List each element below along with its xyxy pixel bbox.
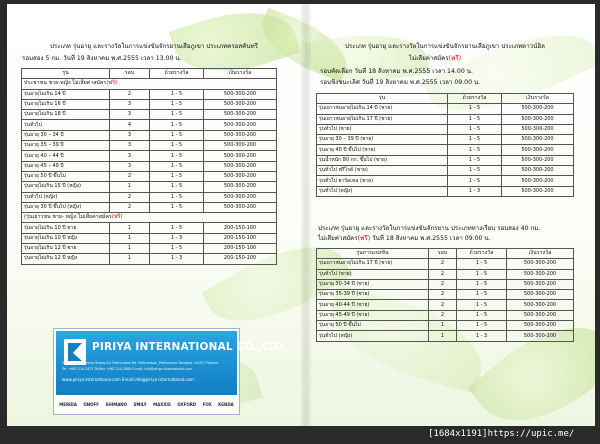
table-row <box>317 279 574 289</box>
table-row <box>22 120 277 130</box>
table-row <box>317 166 574 176</box>
brand-logo: KENDA <box>218 402 234 407</box>
table-cell: 1 - 5 <box>150 182 204 192</box>
sponsor-name: PIRIYA INTERNATIONAL CO.,LTD. <box>92 341 288 353</box>
table-cell: รุ่นอายุ 30 – 34 ปี <box>22 130 110 140</box>
table-cell: 200-150-100 <box>204 233 277 243</box>
table-cell: 500-300-200 <box>507 259 574 269</box>
free-flag: (ฟรี) <box>448 55 462 62</box>
table-cell: 1 - 5 <box>150 244 204 254</box>
table-cell: รุ่นอายุไม่เกิน 12 ปี หญิง <box>22 254 110 264</box>
table-row <box>22 244 277 254</box>
free-text: ไม่เสียค่าสมัคร <box>318 235 358 242</box>
table-cell: 1 - 5 <box>448 145 502 155</box>
image-caption: [1684x1191]https://upic.me/ <box>428 429 575 439</box>
table-cell: รุ่นอายุไม่เกิน 12 ปี ชาย <box>22 244 110 254</box>
table-cell: 1 - 5 <box>150 192 204 202</box>
table-cell: 1 - 5 <box>457 279 507 289</box>
table-cell: 500-300-200 <box>502 166 574 176</box>
table-row <box>22 99 277 109</box>
table-cell: 1 - 5 <box>448 176 502 186</box>
table-cell: 200-150-100 <box>204 254 277 264</box>
table-row <box>317 176 574 186</box>
table-cell: รุ่นอายุ 45 – 49 ปี <box>22 161 110 171</box>
table-cell: รุ่นอายุ 30-34 ปี (ชาย) <box>317 279 429 289</box>
table-cell: 1 - 5 <box>457 310 507 320</box>
table-row <box>22 110 277 120</box>
table-cell: รุ่นอายุ 30 – 39 ปี (ชาย) <box>317 135 448 145</box>
table-cell: 2 <box>429 310 457 320</box>
dh-table <box>316 93 574 197</box>
table-cell: 500-300-200 <box>507 310 574 320</box>
table-cell: รุ่นอายุ 30 ปี ขึ้นไป (หญิง) <box>22 202 110 212</box>
table-cell: รุ่นทั่วไป ฮาร์ดเทล (ชาย) <box>317 176 448 186</box>
table-row <box>22 161 277 171</box>
table-cell: 1 <box>110 233 150 243</box>
table-cell: 2 <box>110 171 150 181</box>
table-cell: 500-300-200 <box>502 176 574 186</box>
table-cell: 500-300-200 <box>502 135 574 145</box>
sponsor-address: 58 - 61/63 Soi Rong Muang 4/2 Pathumwan Rd. Pathumwan, Pathumwan Bangkok 10330 Thailand <box>62 361 219 365</box>
table-row <box>22 182 277 192</box>
page-fold <box>301 4 311 426</box>
table-cell: 500-300-200 <box>204 192 277 202</box>
table-row <box>317 114 574 124</box>
free-flag: (ฟรี) <box>357 235 371 242</box>
brand-logo: MERIDA <box>59 402 77 407</box>
table-cell: 1 - 5 <box>448 114 502 124</box>
free-flag: (ฟรี) <box>106 80 118 87</box>
table-cell: 1 - 5 <box>150 130 204 140</box>
table-cell: รุ่นน้ำหนัก 80 กก. ขึ้นไป (ชาย) <box>317 155 448 165</box>
table-cell: รุ่นอายุไม่เกิน 10 ปี ชาย <box>22 223 110 233</box>
table-cell: รุ่นทั่วไป (หญิง) <box>22 192 110 202</box>
table-cell: รุ่นอายุ 50 ปี ขึ้นไป <box>22 171 110 181</box>
table-cell: รุ่นอายุไม่เกิน 18 ปี <box>22 110 110 120</box>
table-cell: 3 <box>110 130 150 140</box>
section-label <box>22 213 277 223</box>
table-cell: 1 <box>110 254 150 264</box>
col-header: รุ่น <box>317 94 448 104</box>
table-cell: รุ่นอายุ 40 ปี ขึ้นไป (ชาย) <box>317 145 448 155</box>
table-cell: 1 - 5 <box>150 99 204 109</box>
col-header: รุ่น <box>22 69 110 79</box>
table-cell: 500-300-200 <box>204 120 277 130</box>
table-row <box>317 310 574 320</box>
sponsor-web: www.piriya-international.com Email:info@piriya-international.com <box>62 377 194 382</box>
table-cell: รุ่นอายุไม่เกิน 15 ปี (หญิง) <box>22 182 110 192</box>
table-row <box>317 135 574 145</box>
brand-logo: SHIMANO <box>105 402 128 407</box>
free-text: ไม่เสียค่าสมัคร <box>409 55 449 62</box>
col-header: ถ้วยรางวัล <box>457 249 507 259</box>
table-cell: รุ่นเยาวชนอายุไม่เกิน 17 ปี (ชาย) <box>317 114 448 124</box>
table-cell: 1 - 3 <box>150 254 204 264</box>
table-cell: 500-300-200 <box>507 290 574 300</box>
table-cell: 500-300-200 <box>204 89 277 99</box>
table-cell: 1 - 5 <box>457 269 507 279</box>
table-cell: 500-300-200 <box>204 110 277 120</box>
table-cell: 1 - 5 <box>150 223 204 233</box>
table-cell: รุ่นทั่วไป <box>22 120 110 130</box>
table-row <box>317 155 574 165</box>
table-cell: รุ่นอายุ 35-39 ปี (ชาย) <box>317 290 429 300</box>
table-row <box>317 290 574 300</box>
brand-logo: OXFORD <box>177 402 197 407</box>
table-cell: 2 <box>429 269 457 279</box>
table-cell: รุ่นทั่วไป (ชาย) <box>317 269 429 279</box>
table-cell: รุ่นอายุ 50 ปี ขึ้นไป <box>317 321 429 331</box>
table-cell: 4 <box>110 120 150 130</box>
table-cell: 500-300-200 <box>204 141 277 151</box>
col-header: เงินรางวัล <box>507 249 574 259</box>
col-header: รอบ <box>429 249 457 259</box>
table-cell: 1 - 5 <box>448 124 502 134</box>
col-header: เงินรางวัล <box>204 69 277 79</box>
table-row <box>22 254 277 264</box>
table-cell: 1 <box>110 244 150 254</box>
table-cell: รุ่นทั่วไป ฟรีไรด์ (ชาย) <box>317 166 448 176</box>
table-row <box>22 192 277 202</box>
dh-free-note <box>409 55 461 64</box>
sponsor-banner <box>53 328 288 415</box>
table-cell: รุ่นเยาวชนอายุไม่เกิน 17 ปี (ชาย) <box>317 259 429 269</box>
table-cell: 1 <box>110 182 150 192</box>
table-cell: 200-150-100 <box>204 223 277 233</box>
table-cell: รุ่นอายุไม่เกิน 10 ปี หญิง <box>22 233 110 243</box>
free-flag: (ฟรี) <box>111 214 123 221</box>
table-cell: รุ่นอายุ 40-44 ปี (ชาย) <box>317 300 429 310</box>
table-cell: 500-300-200 <box>204 171 277 181</box>
road-time: วันที่ 18 สิงหาคม พ.ศ.2555 เวลา 09.00 น. <box>370 235 491 242</box>
col-header: ถ้วยรางวัล <box>448 94 502 104</box>
table-cell: 3 <box>110 161 150 171</box>
table-cell: 500-300-200 <box>507 321 574 331</box>
table-cell: 2 <box>429 279 457 289</box>
table-cell: 200-150-100 <box>204 244 277 254</box>
table-cell: 1 - 5 <box>457 300 507 310</box>
table-row <box>317 300 574 310</box>
table-cell: 1 - 5 <box>150 202 204 212</box>
table-cell: 1 - 5 <box>150 110 204 120</box>
table-cell: 2 <box>110 192 150 202</box>
table-cell: 1 - 5 <box>448 135 502 145</box>
table-cell: รุ่นอายุ 35 – 39 ปี <box>22 141 110 151</box>
brand-logo: ONOFF <box>83 402 100 407</box>
table-cell: 500-300-200 <box>502 104 574 114</box>
table-row <box>22 89 277 99</box>
table-cell: 1 - 3 <box>448 186 502 196</box>
section-label <box>22 79 277 89</box>
table-row <box>317 331 574 341</box>
table-cell: 2 <box>429 300 457 310</box>
table-cell: 1 - 5 <box>150 89 204 99</box>
section-row <box>22 213 277 223</box>
table-cell: 500-300-200 <box>204 99 277 109</box>
table-cell: รุ่นอายุ 45-49 ปี (ชาย) <box>317 310 429 320</box>
table-row <box>22 171 277 181</box>
col-header: รุ่นการแข่งขัน <box>317 249 429 259</box>
table-cell: 500-300-200 <box>204 182 277 192</box>
table-row <box>317 321 574 331</box>
table-cell: รุ่นอายุไม่เกิน 14 ปี <box>22 89 110 99</box>
sponsor-contact: Tel. +662 214-3473 Tel/Fax +662 214-2880 E-mail: info@piriya-international.com <box>62 367 192 371</box>
table-cell: 500-300-200 <box>204 202 277 212</box>
table-cell: 1 - 5 <box>448 104 502 114</box>
road-schedule <box>318 235 491 244</box>
xc-title: ประเภท รุ่นอายุ และรางวัลในการแข่งขันจักรยานเสือภูเขา ประเภทครอสคันทรี <box>50 43 258 50</box>
table-cell: 1 - 5 <box>150 161 204 171</box>
table-cell: 1 <box>110 223 150 233</box>
table-cell: 500-300-200 <box>502 114 574 124</box>
section-text: (รุ่นเยาวชน ชาย- หญิง ไม่เสียค่าสมัคร <box>24 214 112 221</box>
table-cell: 1 <box>429 331 457 341</box>
section-text: ประชาชน ชาย-หญิง ไม่เสียค่าสมัคร <box>24 80 107 87</box>
table-cell: 1 - 5 <box>457 259 507 269</box>
table-row <box>317 259 574 269</box>
table-cell: 500-300-200 <box>507 331 574 341</box>
table-cell: 3 <box>110 110 150 120</box>
sponsor-banner-header <box>56 331 288 395</box>
table-cell: 2 <box>429 259 457 269</box>
dh-title: ประเภท รุ่นอายุ และรางวัลในการแข่งขันจักรยานเสือภูเขา ประเภทดาวน์ฮิล <box>345 43 545 50</box>
table-cell: 500-300-200 <box>507 300 574 310</box>
table-row <box>22 151 277 161</box>
table-cell: 1 <box>429 321 457 331</box>
table-cell: 500-300-200 <box>507 269 574 279</box>
dh-final: รอบชิงชนะเลิศ วันที่ 19 สิงหาคม พ.ศ.2555 เวลา 09.00 น. <box>320 79 481 86</box>
table-cell: 3 <box>110 141 150 151</box>
table-row <box>317 124 574 134</box>
xc-table <box>21 68 277 265</box>
table-cell: 2 <box>110 89 150 99</box>
table-cell: 1 - 5 <box>448 155 502 165</box>
table-row <box>22 233 277 243</box>
table-cell: 1 - 5 <box>150 141 204 151</box>
table-cell: 500-300-200 <box>502 186 574 196</box>
brand-logo: MAXXIS <box>153 402 171 407</box>
table-row <box>317 269 574 279</box>
table-cell: รุ่นทั่วไป (หญิง) <box>317 331 429 341</box>
table-cell: 1 - 5 <box>150 171 204 181</box>
table-cell: รุ่นทั่วไป (หญิง) <box>317 186 448 196</box>
col-header: เงินรางวัล <box>502 94 574 104</box>
dh-qualifying: รอบคัดเลือก วันที่ 18 สิงหาคม พ.ศ.2555 เวลา 14.00 น. <box>320 68 473 75</box>
table-cell: 3 <box>110 99 150 109</box>
table-row <box>22 223 277 233</box>
section-row <box>22 79 277 89</box>
table-cell: 500-300-200 <box>204 130 277 140</box>
brand-logos-row <box>56 397 237 412</box>
table-cell: รุ่นอายุ 40 – 44 ปี <box>22 151 110 161</box>
table-cell: 500-300-200 <box>502 155 574 165</box>
table-row <box>317 145 574 155</box>
table-row <box>317 186 574 196</box>
brand-logo: SMILY <box>133 402 147 407</box>
xc-schedule: รอบสอง 5 กม. วันที่ 19 สิงหาคม พ.ศ.2555 เวลา 13.00 น. <box>22 55 182 62</box>
table-cell: 1 - 3 <box>150 233 204 243</box>
col-header: รอบ <box>110 69 150 79</box>
table-cell: 500-300-200 <box>204 151 277 161</box>
table-cell: 1 - 5 <box>448 166 502 176</box>
table-cell: 1 - 3 <box>457 331 507 341</box>
table-cell: 1 - 5 <box>150 151 204 161</box>
table-row <box>22 130 277 140</box>
col-header: ถ้วยรางวัล <box>150 69 204 79</box>
table-cell: 1 - 5 <box>150 120 204 130</box>
table-cell: 1 - 5 <box>457 290 507 300</box>
table-cell: 500-300-200 <box>502 124 574 134</box>
road-table <box>316 248 574 342</box>
table-cell: 2 <box>429 290 457 300</box>
table-cell: รุ่นอายุไม่เกิน 16 ปี <box>22 99 110 109</box>
table-row <box>22 202 277 212</box>
brand-logo: FOX <box>202 402 212 407</box>
table-cell: รุ่นทั่วไป (ชาย) <box>317 124 448 134</box>
table-cell: 2 <box>110 202 150 212</box>
table-cell: 500-300-200 <box>502 145 574 155</box>
table-cell: 3 <box>110 151 150 161</box>
table-row <box>22 141 277 151</box>
table-cell: 500-300-200 <box>204 161 277 171</box>
table-cell: 500-300-200 <box>507 279 574 289</box>
table-cell: 1 - 5 <box>457 321 507 331</box>
table-cell: รุ่นเยาวชนอายุไม่เกิน 14 ปี (ชาย) <box>317 104 448 114</box>
road-title: ประเภท รุ่นอายุ และรางวัลในการแข่งขันจักรยาน ประเภททางเรียบ รอบสอง 40 กม. <box>318 225 541 232</box>
table-row <box>317 104 574 114</box>
